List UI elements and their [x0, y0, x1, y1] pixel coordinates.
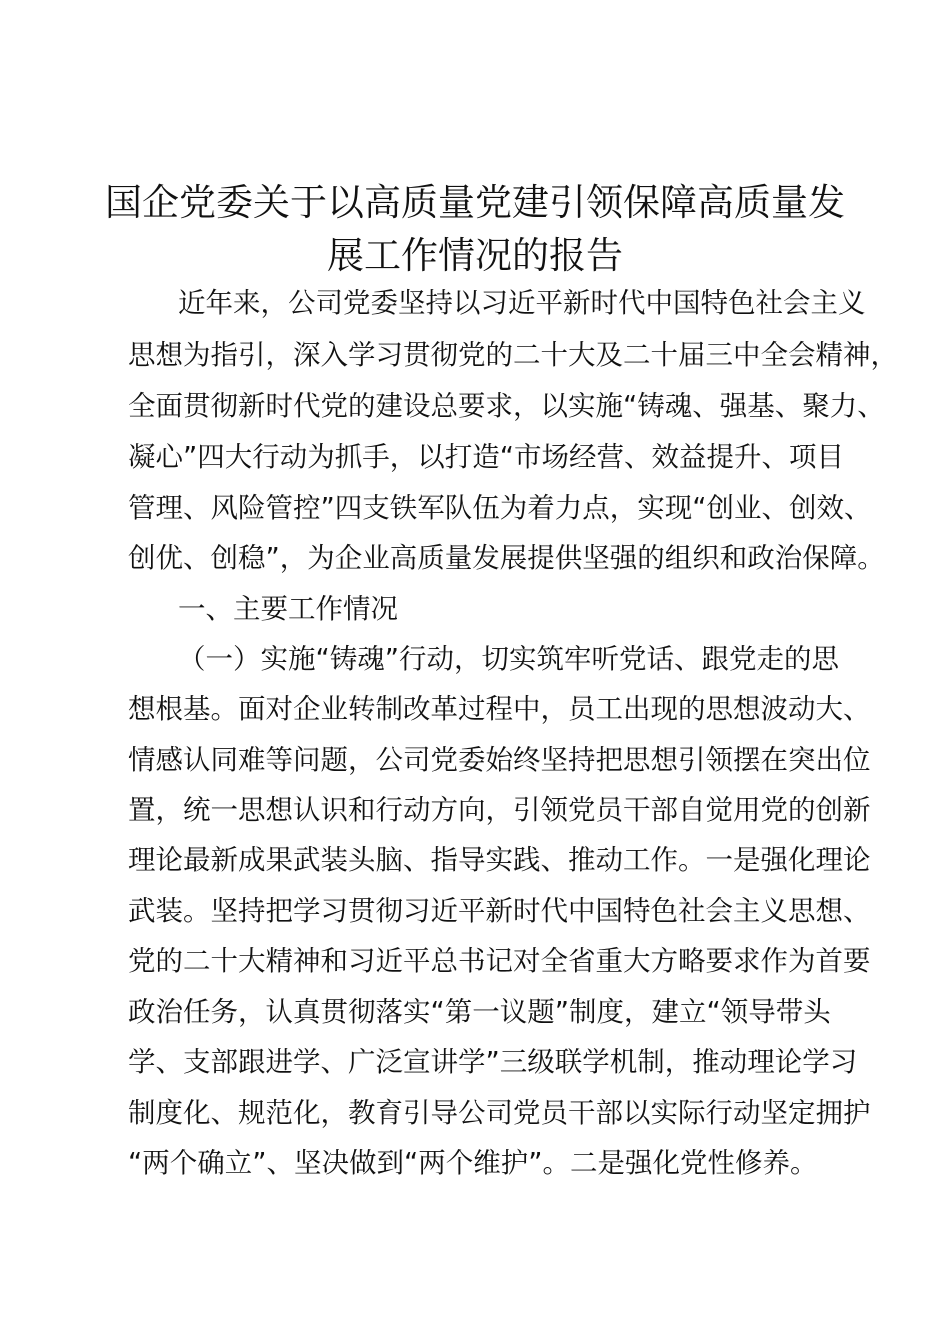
paragraph-line: 置，统一思想认识和行动方向，引领党员干部自觉用党的创新	[128, 794, 871, 826]
paragraph-line: （一）实施“铸魂”行动，切实筑牢听党话、跟党走的思	[178, 643, 839, 675]
paragraph-line: 创优、创稳”，为企业高质量发展提供坚强的组织和政治保障。	[128, 542, 885, 574]
paragraph-line: 理论最新成果武装头脑、指导实践、推动工作。一是强化理论	[128, 844, 871, 876]
paragraph-line: 想根基。面对企业转制改革过程中，员工出现的思想波动大、	[128, 693, 871, 725]
paragraph-line: 武装。坚持把学习贯彻习近平新时代中国特色社会主义思想、	[128, 895, 871, 927]
document-title-line-1: 国企党委关于以高质量党建引领保障高质量发	[105, 181, 845, 224]
document-title-line-2: 展工作情况的报告	[327, 234, 623, 277]
paragraph-line: 凝心”四大行动为抓手，以打造“市场经营、效益提升、项目	[128, 441, 844, 473]
paragraph-line: 近年来，公司党委坚持以习近平新时代中国特色社会主义	[178, 287, 866, 319]
section-heading: 一、主要工作情况	[178, 593, 398, 625]
paragraph-line: 党的二十大精神和习近平总书记对全省重大方略要求作为首要	[128, 945, 871, 977]
paragraph-line: 情感认同难等问题，公司党委始终坚持把思想引领摆在突出位	[128, 744, 871, 776]
paragraph-line: 制度化、规范化，教育引导公司党员干部以实际行动坚定拥护	[128, 1097, 871, 1129]
paragraph-line: 管理、风险管控”四支铁军队伍为着力点，实现“创业、创效、	[128, 492, 872, 524]
paragraph-line: 学、支部跟进学、广泛宣讲学”三级联学机制，推动理论学习	[128, 1046, 858, 1078]
paragraph-line: 全面贯彻新时代党的建设总要求，以实施“铸魂、强基、聚力、	[128, 390, 885, 422]
paragraph-line: 政治任务，认真贯彻落实“第一议题”制度，建立“领导带头	[128, 996, 831, 1028]
paragraph-line: 思想为指引，深入学习贯彻党的二十大及二十届三中全会精神，	[128, 339, 898, 371]
paragraph-line: “两个确立”、坚决做到“两个维护”。二是强化党性修养。	[128, 1147, 818, 1179]
